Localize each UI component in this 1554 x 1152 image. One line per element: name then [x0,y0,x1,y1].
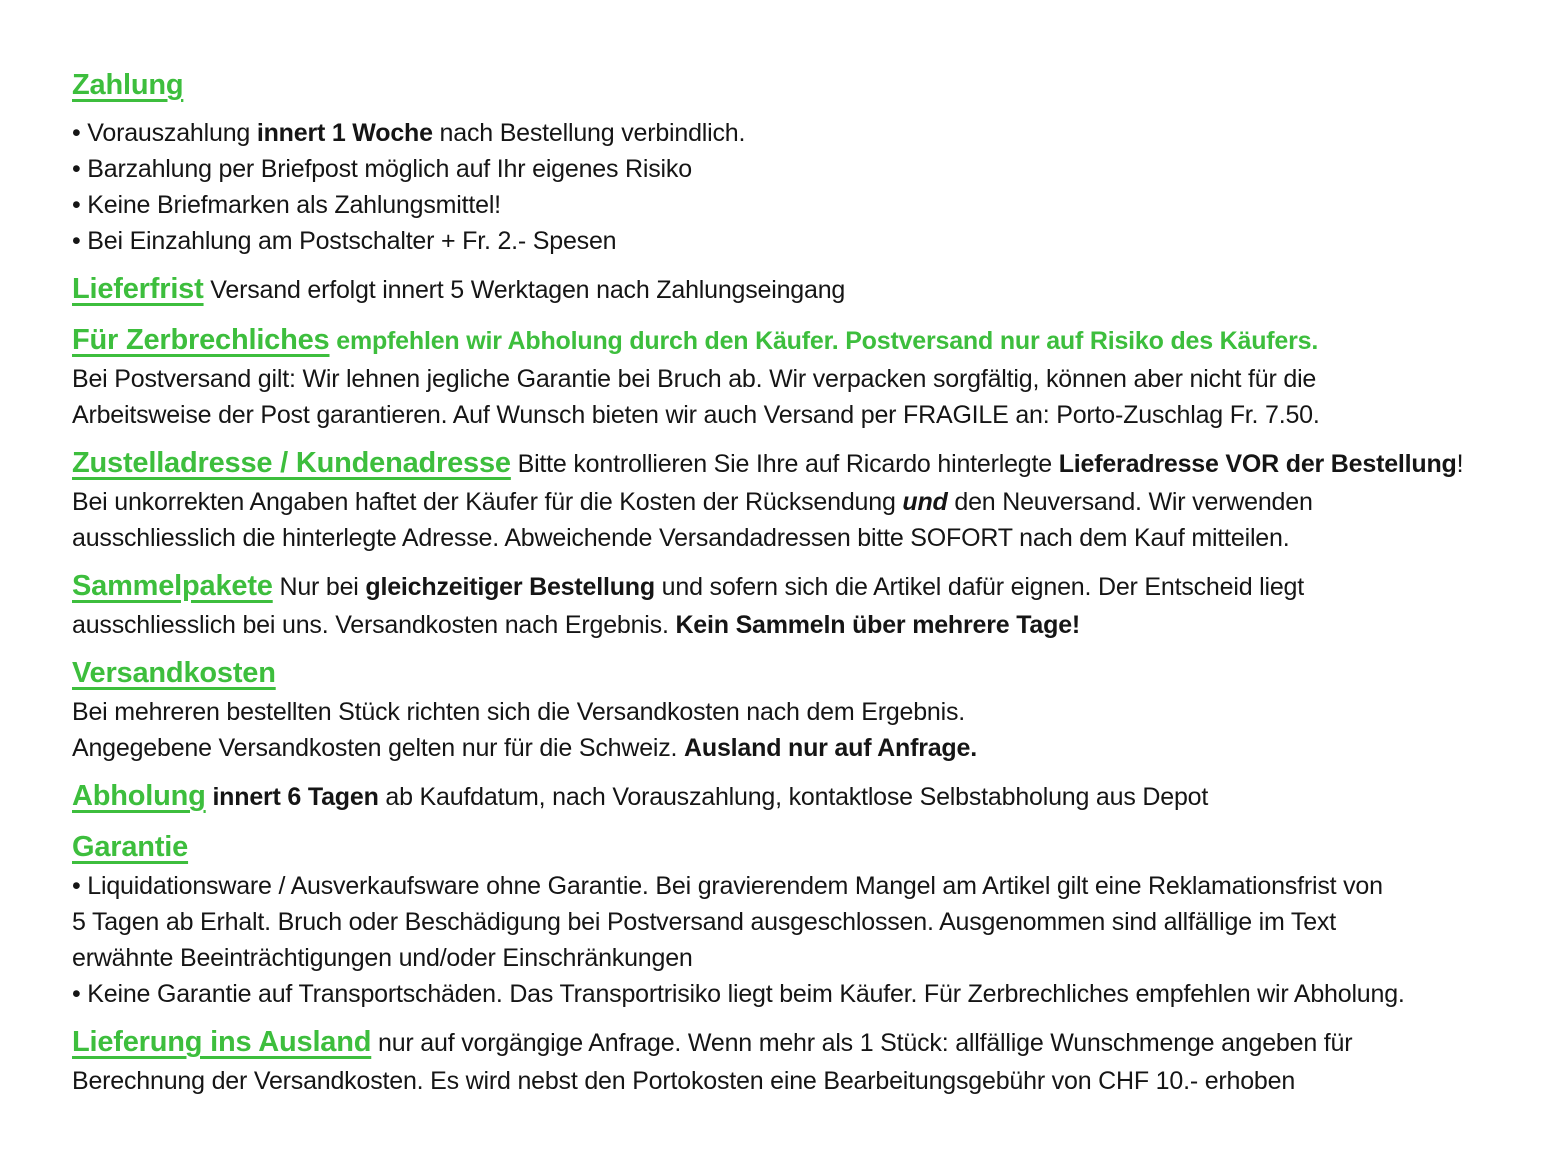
text-segment: innert 1 Woche [256,119,433,147]
text-line [72,442,1524,484]
text-line [72,826,1524,868]
section-heading: Garantie [72,831,189,863]
text-line [72,607,1524,643]
text-segment: 5 Tagen ab Erhalt. Bruch oder Beschädigung bei Postversand ausgeschlossen. Ausgenommen sind allfällige im Text [72,908,1336,936]
text-segment: Bei Postversand gilt: Wir lehnen jegliche Garantie bei Bruch ab. Wir verpacken sorgfältig, können aber nicht für die [72,365,1317,393]
section-heading: Sammelpakete [72,570,273,602]
section-versandkosten [72,652,1524,766]
section-heading: Zustelladresse / Kundenadresse [72,447,511,479]
text-line [72,652,1524,694]
text-segment: Versand erfolgt innert 5 Werktagen nach Zahlungseingang [203,276,846,304]
section-zahlung-heading [72,64,1524,106]
text-segment: innert 6 Tagen [212,783,379,811]
text-segment: nur auf vorgängige Anfrage. Wenn mehr als 1 Stück: allfällige Wunschmenge angeben für [371,1029,1353,1057]
text-segment: Angegebene Versandkosten gelten nur für die Schweiz. [72,734,685,762]
text-segment: empfehlen wir Abholung durch den Käufer. Postversand nur auf Risiko des Käufers. [329,327,1319,355]
section-heading: Lieferung ins Ausland [72,1026,372,1058]
text-line [72,868,1524,904]
section-heading: Lieferfrist [72,273,204,305]
text-line [72,397,1524,433]
text-line [72,319,1524,361]
text-segment: Lieferadresse VOR der Bestellung [1058,450,1457,478]
text-segment: • Vorauszahlung [72,119,257,147]
text-segment: • Bei Einzahlung am Postschalter + Fr. 2.- Spesen [72,227,617,255]
text-segment: und [902,488,948,516]
section-heading: Zahlung [72,69,184,101]
text-segment: Nur bei [272,573,366,601]
section-lieferung-ausland [72,1021,1524,1099]
text-segment: • Keine Briefmarken als Zahlungsmittel! [72,191,501,219]
text-line [72,775,1524,817]
text-segment: • Keine Garantie auf Transportschäden. Das Transportrisiko liegt beim Käufer. Für Zerbrechliches empfehlen wir Abholung. [72,980,1405,1008]
text-line [72,115,1524,151]
text-segment: ab Kaufdatum, nach Vorauszahlung, kontaktlose Selbstabholung aus Depot [378,783,1209,811]
section-sammelpakete [72,565,1524,643]
section-zerbrechliches [72,319,1524,433]
text-segment: gleichzeitiger Bestellung [365,573,655,601]
text-line [72,940,1524,976]
text-line [72,361,1524,397]
text-line [72,268,1524,310]
text-segment: Arbeitsweise der Post garantieren. Auf Wunsch bieten wir auch Versand per FRAGILE an: Porto-Zuschlag Fr. 7.50. [72,401,1320,429]
text-line [72,1021,1524,1063]
text-segment: den Neuversand. Wir verwenden [947,488,1313,516]
text-segment: und sofern sich die Artikel dafür eignen. Der Entscheid liegt [654,573,1305,601]
text-segment: erwähnte Beeinträchtigungen und/oder Einschränkungen [72,944,693,972]
text-segment: Berechnung der Versandkosten. Es wird nebst den Portokosten eine Bearbeitungsgebühr von CHF 10.- erhoben [72,1067,1296,1095]
text-line [72,151,1524,187]
text-segment: ausschliesslich die hinterlegte Adresse. Abweichende Versandadressen bitte SOFORT nach dem Kauf mitteilen. [72,524,1290,552]
text-line [72,730,1524,766]
section-heading: Für Zerbrechliches [72,324,330,356]
text-line [72,187,1524,223]
text-segment: Bei unkorrekten Angaben haftet der Käufer für die Kosten der Rücksendung [72,488,903,516]
text-segment: ausschliesslich bei uns. Versandkosten nach Ergebnis. [72,611,676,639]
section-zustelladresse [72,442,1524,556]
text-segment: Ausland nur auf Anfrage. [684,734,977,762]
text-line [72,694,1524,730]
text-segment: nach Bestellung verbindlich. [432,119,746,147]
text-line [72,64,1524,106]
text-segment: • Barzahlung per Briefpost möglich auf Ihr eigenes Risiko [72,155,692,183]
text-line [72,484,1524,520]
section-lieferfrist [72,268,1524,310]
text-segment: Kein Sammeln über mehrere Tage! [675,611,1081,639]
section-heading: Abholung [72,780,206,812]
section-zahlung-bullets [72,115,1524,259]
text-segment: Bei mehreren bestellten Stück richten sich die Versandkosten nach dem Ergebnis. [72,698,966,726]
text-line [72,223,1524,259]
text-line [72,904,1524,940]
section-garantie [72,826,1524,1012]
text-segment: ! [1456,450,1464,478]
text-line [72,976,1524,1012]
text-segment: • Liquidationsware / Ausverkaufsware ohne Garantie. Bei gravierendem Mangel am Artikel gilt eine Reklamationsfrist von [72,872,1383,900]
text-line [72,520,1524,556]
text-segment: Bitte kontrollieren Sie Ihre auf Ricardo hinterlegte [510,450,1059,478]
text-line [72,565,1524,607]
section-heading: Versandkosten [72,657,276,689]
section-abholung [72,775,1524,817]
text-line [72,1063,1524,1099]
